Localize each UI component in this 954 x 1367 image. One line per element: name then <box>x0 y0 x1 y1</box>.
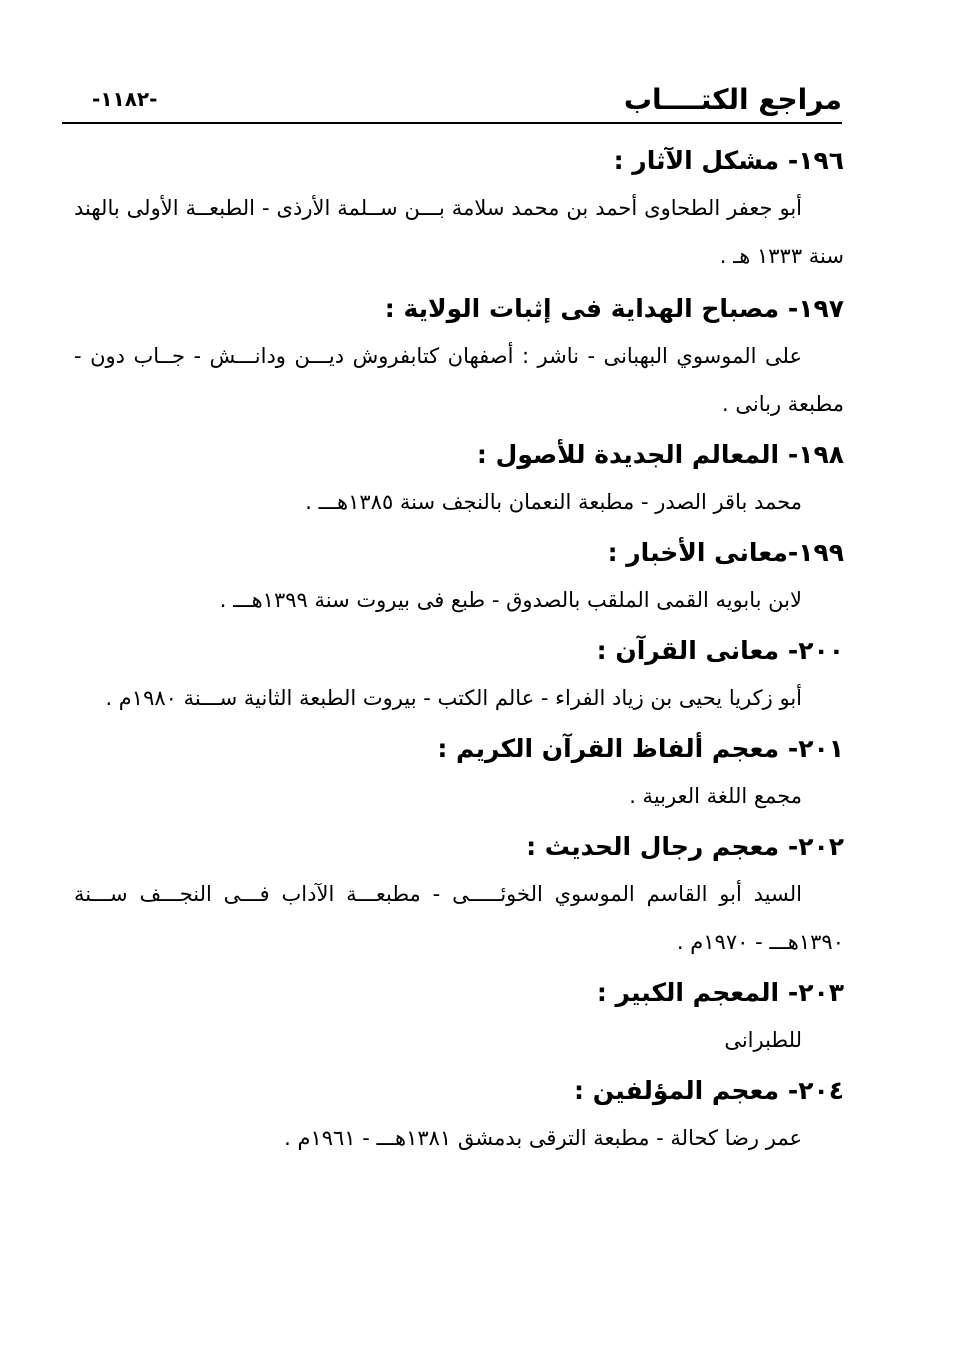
entry-title: ١٩٩-معانى الأخبار : <box>607 538 844 567</box>
entry-title: ٢٠١- معجم ألفاظ القرآن الكريم : <box>437 734 844 763</box>
bibliography-entry <box>74 824 844 966</box>
bibliography-entry <box>74 530 844 624</box>
entry-title: ٢٠٣- المعجم الكبير : <box>596 978 844 1007</box>
bibliography-entry <box>74 138 844 280</box>
bibliography-entry <box>74 286 844 428</box>
bibliography-list <box>74 138 844 1162</box>
page-header <box>62 80 842 124</box>
entry-title: ١٩٦- مشكل الآثار : <box>613 146 844 175</box>
running-title: مراجع الكتــــاب <box>623 83 842 116</box>
entry-details: أبو زكريا يحيى بن زياد الفراء - عالم الكتب - بيروت الطبعة الثانية ســـنة ١٩٨٠م . <box>105 686 802 710</box>
bibliography-entry <box>74 970 844 1064</box>
entry-title: ٢٠٢- معجم رجال الحديث : <box>526 832 844 861</box>
entry-details: لابن بابويه القمى الملقب بالصدوق - طبع فى بيروت سنة ١٣٩٩هـــ . <box>219 588 802 612</box>
entry-title: ٢٠٤- معجم المؤلفين : <box>574 1076 844 1105</box>
bibliography-entry <box>74 432 844 526</box>
bibliography-entry <box>74 628 844 722</box>
entry-title: ١٩٧- مصباح الهداية فى إثبات الولاية : <box>384 294 844 323</box>
bibliography-entry <box>74 1068 844 1162</box>
entry-details: عمر رضا كحالة - مطبعة الترقى بدمشق ١٣٨١هـــ - ١٩٦١م . <box>284 1126 802 1150</box>
entry-details: على الموسوي البهبانى - ناشر : أصفهان كتابفروش ديـــن ودانـــش - جــاب دون - مطبعة ربانى . <box>74 344 844 416</box>
entry-details: للطبرانى <box>724 1028 802 1052</box>
entry-details: محمد باقر الصدر - مطبعة النعمان بالنجف سنة ١٣٨٥هـــ . <box>305 490 802 514</box>
entry-title: ٢٠٠- معانى القرآن : <box>596 636 844 665</box>
bibliography-entry <box>74 726 844 820</box>
entry-details: أبو جعفر الطحاوى أحمد بن محمد سلامة بـــن ســلمة الأرذى - الطبعــة الأولى بالهند سنة ١٣٣٣ هـ . <box>74 196 844 268</box>
entry-details: السيد أبو القاسم الموسوي الخوئـــــى - مطبعـــة الآداب فـــى النجـــف ســـنة ١٣٩٠هـــ - ١٩٧٠م . <box>74 882 844 954</box>
page-number: -١١٨٢- <box>92 87 158 111</box>
entry-title: ١٩٨- المعالم الجديدة للأصول : <box>476 440 844 469</box>
entry-details: مجمع اللغة العربية . <box>629 784 802 808</box>
